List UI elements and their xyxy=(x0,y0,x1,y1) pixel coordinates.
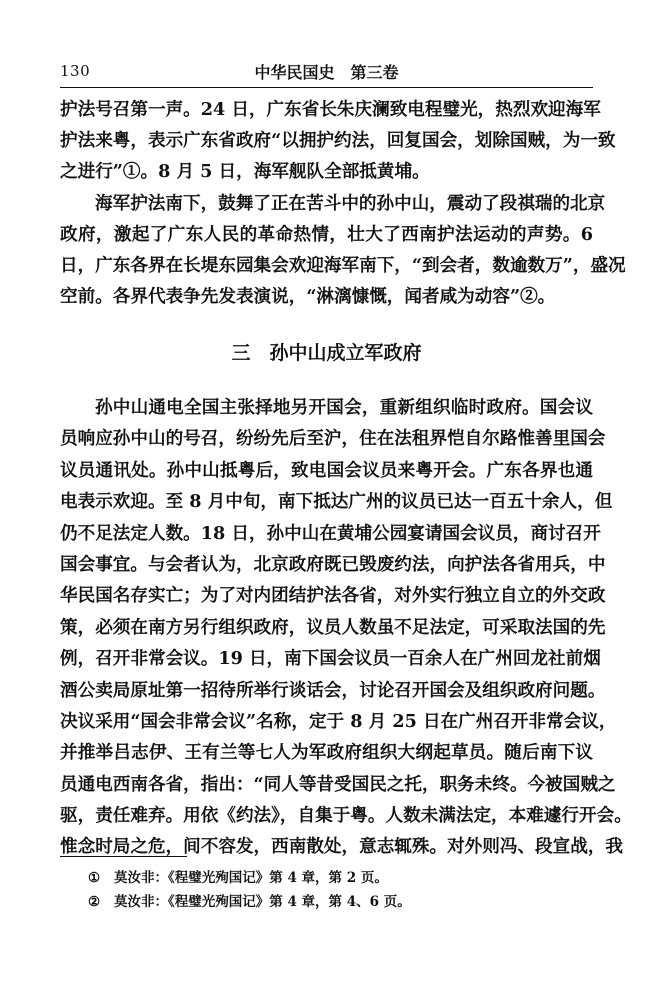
body-text-main xyxy=(60,392,632,863)
text-line: 日，广东各界在长堤东园集会欢迎海军南下，“到会者，数逾数万”，盛况 xyxy=(60,254,626,276)
text-line: 员通电西南各省，指出：“同人等昔受国民之托，职务未终。今被国贼之 xyxy=(60,773,616,795)
footnote-marker: ② xyxy=(88,894,101,910)
text-line: 惟念时局之危，间不容发，西南散处，意志辄殊。对外则冯、段宣战，我 xyxy=(60,836,624,858)
footnote-text: 莫汝非：《程璧光殉国记》第 4 章，第 2 页。 xyxy=(114,870,388,886)
paragraph xyxy=(60,392,632,863)
footnote-text: 莫汝非：《程璧光殉国记》第 4 章，第 4、6 页。 xyxy=(114,894,411,910)
text-line: 驱，责任难弃。用依《约法》，自集于粤。人数未满法定，本难遽行开会。 xyxy=(60,805,632,827)
text-line: 仍不足法定人数。18 日，孙中山在黄埔公园宴请国会议员，商讨召开 xyxy=(60,522,601,544)
text-line: 空前。各界代表争先发表演说，“淋漓慷慨，闻者咸为动容”②。 xyxy=(60,286,556,308)
text-line: 酒公卖局原址第一招待所举行谈话会，讨论召开国会及组织政府问题。 xyxy=(60,679,606,701)
footnote-2 xyxy=(88,890,593,914)
footnote-marker: ① xyxy=(88,870,101,886)
footnote-rule xyxy=(60,856,187,857)
text-line: 海军护法南下，鼓舞了正在苦斗中的孙中山，震动了段祺瑞的北京 xyxy=(95,192,606,214)
text-line: 策，必须在南方另行组织政府，议员人数虽不足法定，可采取法国的先 xyxy=(60,616,606,638)
text-line: 政府，激起了广东人民的革命热情，壮大了西南护法运动的声势。6 xyxy=(60,223,593,245)
text-line: 员响应孙中山的号召，纷纷先后至沪，住在法租界恺自尔路惟善里国会 xyxy=(60,428,606,450)
body-text-top xyxy=(60,94,626,312)
footnotes xyxy=(88,866,593,914)
paragraph xyxy=(60,188,626,313)
text-line: 之进行”①。8 月 5 日，海军舰队全部抵黄埔。 xyxy=(60,161,430,183)
page-header xyxy=(60,60,593,86)
text-line: 护法来粤，表示广东省政府“以拥护约法，回复国会，划除国贼，为一致 xyxy=(60,130,616,152)
text-line: 华民国名存实亡；为了对内团结护法各省，对外实行独立自立的外交政 xyxy=(60,585,606,607)
text-line: 护法号召第一声。24 日，广东省长朱庆澜致电程璧光，热烈欢迎海军 xyxy=(60,99,601,120)
text-line: 例，召开非常会议。19 日，南下国会议员一百余人在广州回龙社前烟 xyxy=(60,648,601,670)
text-line: 决议采用“国会非常会议”名称，定于 8 月 25 日在广州召开非常会议， xyxy=(60,710,617,732)
text-line: 国会事宜。与会者认为，北京政府既已毁废约法，向护法各省用兵，中 xyxy=(60,553,606,575)
page-number: 130 xyxy=(60,62,91,80)
text-line: 孙中山通电全国主张择地另开国会，重新组织临时政府。国会议 xyxy=(95,397,593,418)
paragraph xyxy=(60,94,616,188)
text-line: 电表示欢迎。至 8 月中旬，南下抵达广州的议员已达一百五十余人，但 xyxy=(60,491,613,513)
text-line: 并推举吕志伊、王有兰等七人为军政府组织大纲起草员。随后南下议 xyxy=(60,742,593,764)
section-heading: 三 孙中山成立军政府 xyxy=(231,342,422,364)
text-line: 议员通讯处。孙中山抵粤后，致电国会议员来粤开会。广东各界也通 xyxy=(60,459,593,481)
header-rule xyxy=(60,87,593,88)
footnote-1 xyxy=(88,866,593,890)
running-head: 中华民国史 第三卷 xyxy=(254,63,399,82)
